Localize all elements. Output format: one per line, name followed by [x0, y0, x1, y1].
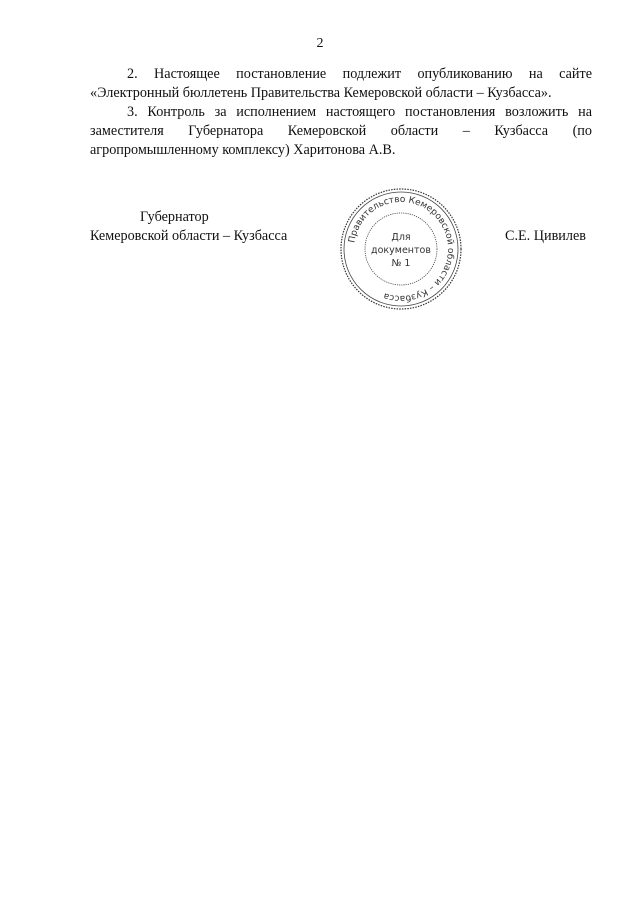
body-text	[90, 65, 592, 160]
seal-ring-text: Правительство Кемеровской области – Кузбасса	[347, 194, 456, 304]
seal-center-line2: документов	[371, 245, 431, 256]
official-seal-stamp	[337, 185, 465, 313]
page-number: 2	[316, 36, 324, 51]
seal-center-line1: Для	[391, 232, 411, 243]
signatory-name: С.Е. Цивилев	[505, 228, 586, 244]
signatory-title: Губернатор	[140, 209, 209, 225]
signatory-region: Кемеровской области – Кузбасса	[90, 228, 288, 244]
seal-center-line3: № 1	[391, 258, 411, 269]
paragraph-publication: 2. Настоящее постановление подлежит опубликованию на сайте «Электронный бюллетень Правительства Кемеровской области – Кузбасса».	[90, 66, 592, 101]
paragraph-control: 3. Контроль за исполнением настоящего постановления возложить на заместителя Губернатора Кемеровской области – Кузбасса (по агропромышленному комплексу) Харитонова А.В.	[90, 104, 592, 158]
